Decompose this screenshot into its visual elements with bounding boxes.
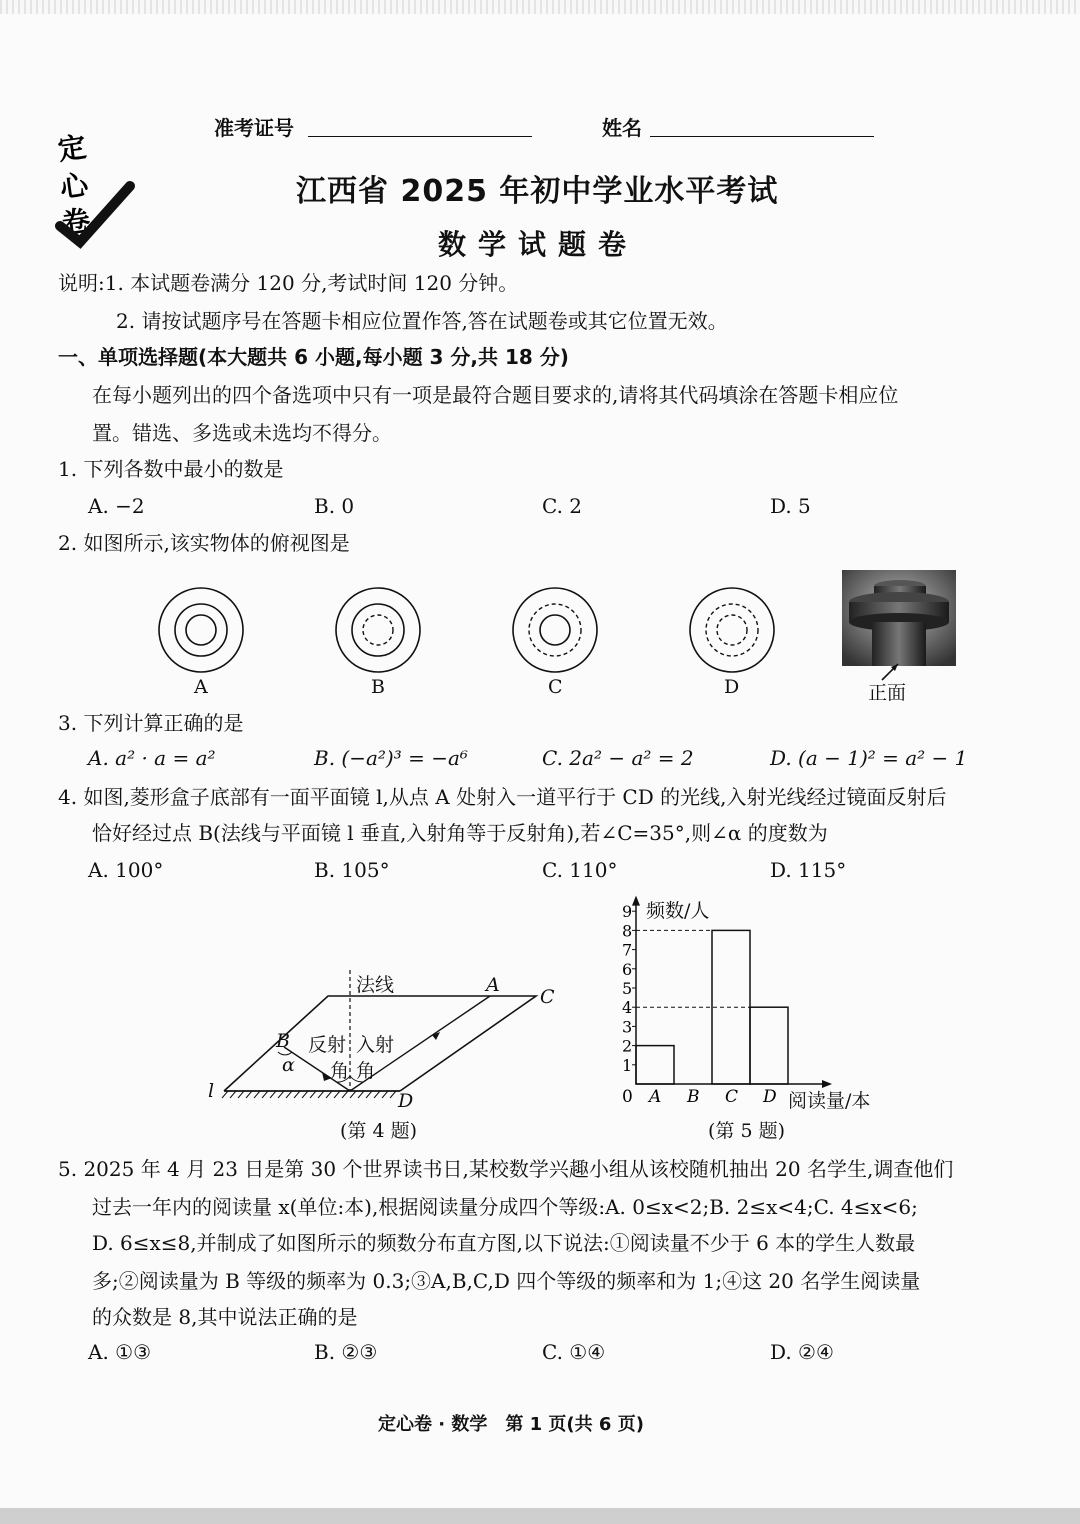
q2-stem: 2. 如图所示,该实物体的俯视图是 — [58, 531, 350, 555]
x-tick-label: A — [649, 1087, 662, 1107]
stamp — [52, 118, 136, 250]
q1-option-d[interactable]: D. 5 — [770, 494, 811, 518]
q4-stem-1: 4. 如图,菱形盒子底部有一面平面镜 l,从点 A 处射入一道平行于 CD 的光线,入射光线经过镜面反射后 — [58, 785, 947, 809]
q4-option-a[interactable]: A. 100° — [88, 858, 164, 882]
page-footer: 定心卷 · 数学 第 1 页(共 6 页) — [378, 1414, 644, 1435]
q4-angle-label-2: 角 — [356, 1060, 376, 1082]
q5-caption: (第 5 题) — [708, 1120, 785, 1142]
q3-option-d[interactable]: D. (a − 1)² = a² − 1 — [770, 746, 968, 770]
exam-id-blank[interactable] — [308, 116, 532, 137]
y-tick-label: 9 — [622, 902, 633, 922]
exam-subtitle: 数学试题卷 — [438, 228, 639, 261]
section-instruction-2: 置。错选、多选或未选均不得分。 — [92, 421, 392, 445]
q5-option-b[interactable]: B. ②③ — [314, 1340, 378, 1364]
q1-option-b[interactable]: B. 0 — [314, 494, 355, 518]
q3-stem: 3. 下列计算正确的是 — [58, 711, 244, 735]
section-heading: 一、单项选择题(本大题共 6 小题,每小题 3 分,共 18 分) — [58, 345, 569, 369]
q4-point-a: A — [486, 974, 500, 996]
scan-noise-top — [0, 0, 1080, 14]
q2-label-d: D — [724, 676, 740, 698]
q1-stem: 1. 下列各数中最小的数是 — [58, 457, 284, 481]
chart-x-label: 阅读量/本 — [788, 1090, 871, 1112]
y-tick-label: 1 — [622, 1055, 633, 1075]
q2-figure-b[interactable] — [336, 588, 420, 672]
stamp-graphic — [52, 118, 136, 250]
q4-point-c: C — [540, 986, 555, 1008]
q2-object-photo — [842, 570, 956, 666]
chart-y-label: 频数/人 — [646, 900, 710, 922]
q5-option-c[interactable]: C. ①④ — [542, 1340, 606, 1364]
q4-line-l: l — [208, 1080, 215, 1102]
histogram-bar — [750, 1007, 788, 1084]
q5-stem-5: 的众数是 8,其中说法正确的是 — [92, 1305, 358, 1329]
svg-text:卷: 卷 — [59, 203, 93, 241]
q3-option-a[interactable]: A. a² · a = a² — [88, 746, 216, 770]
name-blank[interactable] — [650, 116, 874, 137]
name-label: 姓名 — [602, 116, 642, 140]
q4-option-d[interactable]: D. 115° — [770, 858, 847, 882]
q5-stem-4: 多;②阅读量为 B 等级的频率为 0.3;③A,B,C,D 四个等级的频率和为 1;④这 20 名学生阅读量 — [92, 1269, 921, 1293]
q3-option-c[interactable]: C. 2a² − a² = 2 — [542, 746, 694, 770]
q5-option-d[interactable]: D. ②④ — [770, 1340, 834, 1364]
y-tick-label: 4 — [622, 998, 633, 1018]
q1-option-a[interactable]: A. −2 — [88, 494, 145, 518]
q4-point-b: B — [276, 1030, 290, 1052]
x-tick-label: D — [763, 1087, 777, 1107]
q2-label-a: A — [194, 676, 208, 698]
q2-figure-a[interactable] — [159, 588, 243, 672]
note-1: 说明:1. 本试题卷满分 120 分,考试时间 120 分钟。 — [58, 271, 519, 295]
y-tick-label: 5 — [622, 979, 633, 998]
y-tick-label: 8 — [622, 921, 633, 941]
svg-text:心: 心 — [57, 167, 91, 205]
q4-reflect-label: 反射 — [308, 1034, 347, 1056]
y-tick-label: 7 — [622, 940, 633, 960]
q4-angle-label-1: 角 — [330, 1060, 350, 1082]
q4-caption: (第 4 题) — [340, 1120, 417, 1142]
exam-title: 江西省 2025 年初中学业水平考试 — [296, 174, 779, 209]
y-axis-arrow — [632, 896, 640, 906]
q5-stem-3: D. 6≤x≤8,并制成了如图所示的频数分布直方图,以下说法:①阅读量不少于 6 本的学生人数最 — [92, 1231, 916, 1255]
q2-option-figures — [140, 580, 840, 680]
q5-option-a[interactable]: A. ①③ — [88, 1340, 152, 1364]
origin-label: 0 — [622, 1087, 633, 1107]
q4-incident-label: 入射 — [356, 1034, 395, 1056]
q1-option-c[interactable]: C. 2 — [542, 494, 583, 518]
q2-label-c: C — [548, 676, 563, 698]
q3-option-b[interactable]: B. (−a²)³ = −a⁶ — [314, 746, 468, 770]
x-tick-label: B — [687, 1087, 700, 1107]
exam-id-label: 准考证号 — [214, 116, 294, 140]
q4-normal-label: 法线 — [356, 974, 395, 996]
scan-noise-bottom — [0, 1508, 1080, 1524]
q4-point-d: D — [398, 1090, 414, 1112]
q5-stem-2: 过去一年内的阅读量 x(单位:本),根据阅读量分成四个等级:A. 0≤x<2;B. 2≤x<4;C. 4≤x<6; — [92, 1195, 918, 1219]
y-tick-label: 3 — [622, 1017, 633, 1037]
q2-figure-c[interactable] — [513, 588, 597, 672]
q5-stem-1: 5. 2025 年 4 月 23 日是第 30 个世界读书日,某校数学兴趣小组从该校随机抽出 20 名学生,调查他们 — [58, 1157, 954, 1181]
q2-photo-caption: 正面 — [868, 682, 907, 704]
q4-option-c[interactable]: C. 110° — [542, 858, 618, 882]
section-instruction-1: 在每小题列出的四个备选项中只有一项是最符合题目要求的,请将其代码填涂在答题卡相应位 — [92, 383, 899, 407]
q4-option-b[interactable]: B. 105° — [314, 858, 390, 882]
svg-text:定: 定 — [55, 130, 89, 167]
x-tick-label: C — [725, 1087, 739, 1107]
histogram-bar — [636, 1046, 674, 1084]
note-2: 2. 请按试题序号在答题卡相应位置作答,答在试题卷或其它位置无效。 — [116, 309, 728, 333]
q2-figure-d[interactable] — [690, 588, 774, 672]
y-tick-label: 2 — [622, 1036, 633, 1056]
y-tick-label: 6 — [622, 959, 633, 979]
q2-label-b: B — [371, 676, 385, 698]
q4-alpha: α — [282, 1054, 295, 1076]
q4-stem-2: 恰好经过点 B(法线与平面镜 l 垂直,入射角等于反射角),若∠C=35°,则∠α 的度数为 — [92, 821, 828, 845]
